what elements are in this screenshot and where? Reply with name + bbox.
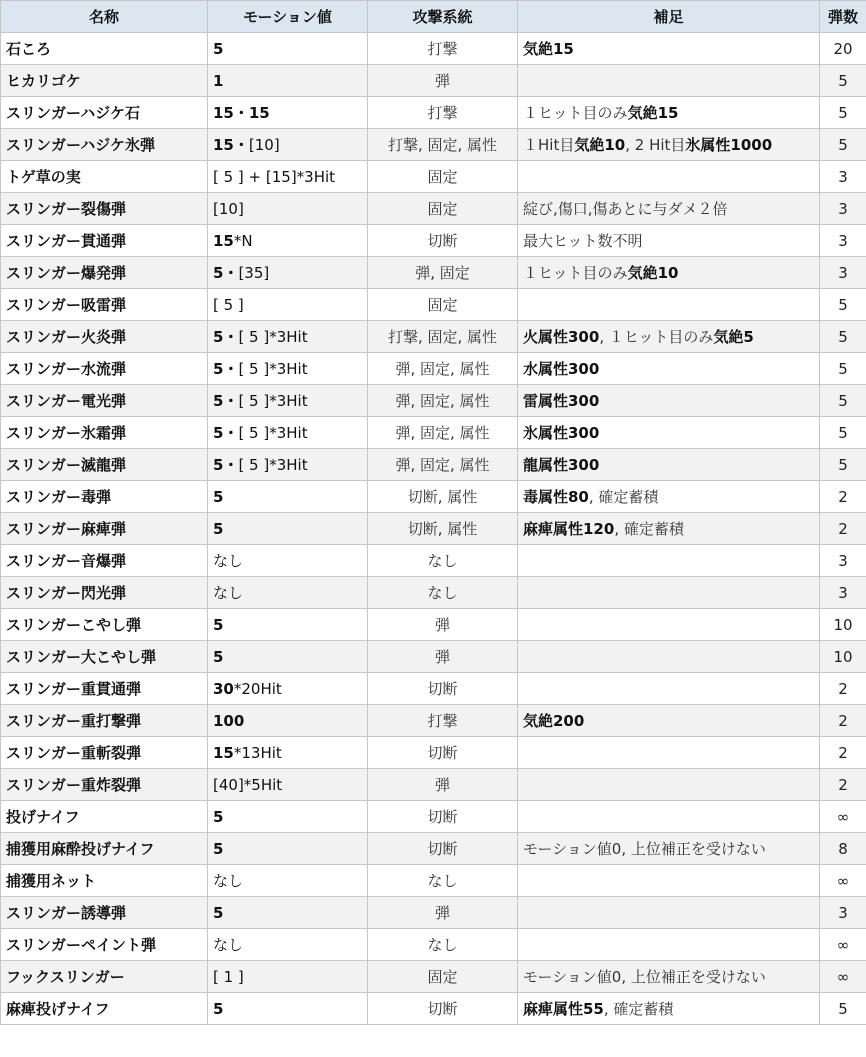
cell-name: スリンガーペイント弾: [1, 929, 208, 961]
cell-ammo-count: ∞: [820, 929, 866, 961]
table-row: [1, 993, 866, 1025]
cell-motion-value: [208, 641, 368, 673]
cell-attack-type: 切断, 属性: [368, 481, 518, 513]
text-segment: 100: [213, 711, 245, 730]
cell-note: [518, 737, 820, 769]
cell-note: [518, 481, 820, 513]
cell-motion-value: [208, 513, 368, 545]
cell-motion-value: [208, 385, 368, 417]
cell-ammo-count: 10: [820, 641, 866, 673]
cell-note: [518, 257, 820, 289]
cell-motion-value: [208, 609, 368, 641]
cell-note: [518, 193, 820, 225]
cell-note: [518, 577, 820, 609]
text-segment: , 2 Hit目: [625, 136, 686, 154]
cell-name: スリンガー音爆弾: [1, 545, 208, 577]
cell-ammo-count: ∞: [820, 865, 866, 897]
table-row: [1, 801, 866, 833]
text-segment: 30: [213, 679, 234, 698]
text-segment: 15・: [213, 136, 249, 154]
text-segment: 15・15: [213, 104, 270, 122]
header-row: [1, 1, 866, 33]
table-row: [1, 545, 866, 577]
cell-motion-value: [208, 769, 368, 801]
text-segment: 5: [213, 39, 224, 58]
cell-name: スリンガーハジケ石: [1, 97, 208, 129]
table-row: [1, 417, 866, 449]
cell-attack-type: 弾, 固定, 属性: [368, 417, 518, 449]
table-row: [1, 449, 866, 481]
text-segment: 綻び,傷口,傷あとに与ダメ２倍: [523, 200, 728, 218]
text-segment: [ 5 ]*3Hit: [238, 456, 308, 474]
cell-motion-value: [208, 577, 368, 609]
text-segment: [ 5 ]*3Hit: [238, 360, 308, 378]
text-segment: 気絶15: [523, 40, 574, 58]
cell-name: 石ころ: [1, 33, 208, 65]
text-segment: 5・: [213, 424, 239, 442]
table-row: [1, 353, 866, 385]
cell-name: スリンガー電光弾: [1, 385, 208, 417]
cell-ammo-count: 5: [820, 417, 866, 449]
cell-note: [518, 865, 820, 897]
text-segment: １ヒット目のみ: [523, 104, 628, 122]
text-segment: 5: [213, 839, 224, 858]
text-segment: [35]: [238, 264, 270, 282]
cell-ammo-count: 5: [820, 321, 866, 353]
cell-name: スリンガー火炎弾: [1, 321, 208, 353]
table-row: [1, 609, 866, 641]
table-row: [1, 673, 866, 705]
cell-attack-type: 打撃: [368, 97, 518, 129]
cell-motion-value: [208, 993, 368, 1025]
cell-ammo-count: 2: [820, 673, 866, 705]
text-segment: 雷属性300: [523, 392, 600, 410]
table-row: [1, 161, 866, 193]
text-segment: 氷属性300: [523, 424, 600, 442]
cell-ammo-count: 5: [820, 993, 866, 1025]
text-segment: *13Hit: [233, 743, 282, 762]
table-row: [1, 289, 866, 321]
cell-attack-type: 弾, 固定, 属性: [368, 449, 518, 481]
cell-attack-type: 打撃: [368, 705, 518, 737]
cell-ammo-count: 5: [820, 289, 866, 321]
text-segment: 麻痺属性120: [523, 520, 615, 538]
text-segment: 気絶10: [627, 264, 679, 282]
text-segment: 15: [213, 743, 234, 762]
cell-note: [518, 833, 820, 865]
table-row: [1, 961, 866, 993]
table-row: [1, 577, 866, 609]
cell-motion-value: [208, 193, 368, 225]
cell-note: [518, 929, 820, 961]
cell-name: スリンガーこやし弾: [1, 609, 208, 641]
text-segment: なし: [213, 552, 244, 570]
cell-name: スリンガー大こやし弾: [1, 641, 208, 673]
cell-name: 麻痺投げナイフ: [1, 993, 208, 1025]
table-row: [1, 193, 866, 225]
cell-motion-value: [208, 833, 368, 865]
cell-attack-type: なし: [368, 577, 518, 609]
cell-ammo-count: 5: [820, 353, 866, 385]
cell-ammo-count: 20: [820, 33, 866, 65]
cell-note: [518, 289, 820, 321]
cell-note: [518, 161, 820, 193]
text-segment: 気絶10: [574, 136, 626, 154]
cell-name: スリンガー重炸裂弾: [1, 769, 208, 801]
cell-note: [518, 673, 820, 705]
cell-note: [518, 385, 820, 417]
table-row: [1, 33, 866, 65]
text-segment: , 確定蓄積: [588, 488, 659, 506]
cell-attack-type: 切断: [368, 801, 518, 833]
cell-attack-type: 固定: [368, 961, 518, 993]
cell-note: [518, 417, 820, 449]
cell-ammo-count: ∞: [820, 801, 866, 833]
cell-motion-value: [208, 289, 368, 321]
cell-note: [518, 545, 820, 577]
text-segment: [ 1 ]: [213, 967, 244, 986]
text-segment: 5: [213, 807, 224, 826]
text-segment: 5: [213, 647, 224, 666]
cell-motion-value: [208, 673, 368, 705]
cell-attack-type: 固定: [368, 289, 518, 321]
text-segment: 5・: [213, 392, 239, 410]
cell-note: [518, 449, 820, 481]
cell-attack-type: なし: [368, 929, 518, 961]
text-segment: [ 5 ] + [15]*3Hit: [213, 167, 336, 186]
cell-note: [518, 353, 820, 385]
cell-motion-value: [208, 705, 368, 737]
table-row: [1, 481, 866, 513]
cell-motion-value: [208, 865, 368, 897]
header-motion: モーション値: [208, 1, 368, 33]
text-segment: 5: [213, 999, 224, 1018]
table-row: [1, 513, 866, 545]
cell-name: スリンガー麻痺弾: [1, 513, 208, 545]
cell-attack-type: 弾: [368, 897, 518, 929]
cell-motion-value: [208, 801, 368, 833]
text-segment: *20Hit: [233, 679, 282, 698]
text-segment: [ 5 ]*3Hit: [238, 424, 308, 442]
text-segment: 氷属性1000: [685, 136, 773, 154]
cell-motion-value: [208, 897, 368, 929]
cell-name: フックスリンガー: [1, 961, 208, 993]
text-segment: [10]: [213, 199, 244, 218]
table-row: [1, 865, 866, 897]
text-segment: [ 5 ]: [213, 295, 244, 314]
cell-motion-value: [208, 129, 368, 161]
cell-ammo-count: 3: [820, 545, 866, 577]
cell-motion-value: [208, 161, 368, 193]
table-row: [1, 257, 866, 289]
cell-motion-value: [208, 417, 368, 449]
table-row: [1, 129, 866, 161]
cell-ammo-count: 5: [820, 97, 866, 129]
text-segment: 5: [213, 519, 224, 538]
cell-attack-type: 打撃, 固定, 属性: [368, 129, 518, 161]
table-row: [1, 833, 866, 865]
cell-note: [518, 65, 820, 97]
cell-name: 捕獲用麻酔投げナイフ: [1, 833, 208, 865]
cell-attack-type: 弾, 固定, 属性: [368, 353, 518, 385]
cell-name: スリンガー重打撃弾: [1, 705, 208, 737]
cell-motion-value: [208, 33, 368, 65]
header-ammo: 弾数: [820, 1, 866, 33]
cell-ammo-count: 5: [820, 385, 866, 417]
cell-attack-type: 切断: [368, 833, 518, 865]
text-segment: 水属性300: [523, 360, 600, 378]
cell-note: [518, 993, 820, 1025]
cell-note: [518, 705, 820, 737]
cell-attack-type: 切断: [368, 673, 518, 705]
cell-attack-type: なし: [368, 865, 518, 897]
text-segment: 5: [213, 615, 224, 634]
text-segment: なし: [213, 936, 244, 954]
text-segment: 最大ヒット数不明: [523, 232, 643, 250]
text-segment: 気絶15: [627, 104, 679, 122]
cell-attack-type: 切断: [368, 225, 518, 257]
text-segment: [10]: [248, 136, 280, 154]
cell-ammo-count: 3: [820, 897, 866, 929]
cell-name: 投げナイフ: [1, 801, 208, 833]
cell-ammo-count: ∞: [820, 961, 866, 993]
text-segment: モーション値0, 上位補正を受けない: [523, 968, 766, 986]
table-row: [1, 769, 866, 801]
cell-ammo-count: 2: [820, 481, 866, 513]
cell-motion-value: [208, 961, 368, 993]
text-segment: １Hit目: [523, 136, 575, 154]
cell-attack-type: 弾: [368, 769, 518, 801]
text-segment: *5Hit: [243, 775, 283, 794]
text-segment: 5・: [213, 328, 239, 346]
text-segment: 気絶5: [713, 328, 754, 346]
cell-note: [518, 801, 820, 833]
cell-note: [518, 609, 820, 641]
cell-attack-type: 打撃, 固定, 属性: [368, 321, 518, 353]
cell-name: トゲ草の実: [1, 161, 208, 193]
cell-motion-value: [208, 449, 368, 481]
text-segment: １ヒット目のみ: [523, 264, 628, 282]
cell-ammo-count: 3: [820, 225, 866, 257]
text-segment: モーション値0, 上位補正を受けない: [523, 840, 766, 858]
cell-attack-type: 切断: [368, 993, 518, 1025]
cell-name: スリンガー滅龍弾: [1, 449, 208, 481]
text-segment: , １ヒット目のみ: [599, 328, 714, 346]
cell-motion-value: [208, 481, 368, 513]
table-row: [1, 929, 866, 961]
cell-name: 捕獲用ネット: [1, 865, 208, 897]
cell-note: [518, 33, 820, 65]
cell-note: [518, 961, 820, 993]
cell-motion-value: [208, 65, 368, 97]
text-segment: [ 5 ]*3Hit: [238, 392, 308, 410]
cell-name: スリンガー重斬裂弾: [1, 737, 208, 769]
cell-attack-type: 切断: [368, 737, 518, 769]
table-row: [1, 321, 866, 353]
cell-attack-type: 切断, 属性: [368, 513, 518, 545]
cell-motion-value: [208, 225, 368, 257]
text-segment: [ 5 ]*3Hit: [238, 328, 308, 346]
text-segment: 5: [213, 487, 224, 506]
cell-name: スリンガー吸雷弾: [1, 289, 208, 321]
cell-name: スリンガーハジケ氷弾: [1, 129, 208, 161]
header-note: 補足: [518, 1, 820, 33]
text-segment: 火属性300: [523, 328, 600, 346]
text-segment: , 確定蓄積: [614, 520, 684, 538]
cell-name: スリンガー毒弾: [1, 481, 208, 513]
cell-ammo-count: 2: [820, 737, 866, 769]
table-row: [1, 97, 866, 129]
cell-note: [518, 225, 820, 257]
cell-ammo-count: 10: [820, 609, 866, 641]
cell-name: スリンガー水流弾: [1, 353, 208, 385]
cell-ammo-count: 5: [820, 129, 866, 161]
cell-ammo-count: 2: [820, 769, 866, 801]
cell-motion-value: [208, 321, 368, 353]
cell-attack-type: なし: [368, 545, 518, 577]
cell-note: [518, 129, 820, 161]
cell-motion-value: [208, 929, 368, 961]
cell-ammo-count: 3: [820, 577, 866, 609]
text-segment: [40]: [213, 775, 244, 794]
cell-ammo-count: 2: [820, 705, 866, 737]
cell-attack-type: 固定: [368, 193, 518, 225]
cell-name: スリンガー貫通弾: [1, 225, 208, 257]
cell-ammo-count: 5: [820, 449, 866, 481]
text-segment: 5・: [213, 456, 239, 474]
text-segment: 15: [213, 231, 234, 250]
cell-name: スリンガー重貫通弾: [1, 673, 208, 705]
text-segment: 麻痺属性55: [523, 1000, 604, 1018]
text-segment: 5: [213, 903, 224, 922]
cell-note: [518, 897, 820, 929]
text-segment: 5・: [213, 264, 239, 282]
cell-name: スリンガー閃光弾: [1, 577, 208, 609]
cell-attack-type: 弾, 固定, 属性: [368, 385, 518, 417]
cell-motion-value: [208, 737, 368, 769]
text-segment: 5・: [213, 360, 239, 378]
cell-note: [518, 321, 820, 353]
cell-motion-value: [208, 353, 368, 385]
text-segment: , 確定蓄積: [603, 1000, 674, 1018]
cell-attack-type: 固定: [368, 161, 518, 193]
table-row: [1, 737, 866, 769]
cell-attack-type: 弾, 固定: [368, 257, 518, 289]
cell-motion-value: [208, 257, 368, 289]
table-row: [1, 385, 866, 417]
cell-note: [518, 97, 820, 129]
table-row: [1, 897, 866, 929]
table-body: [1, 33, 866, 1025]
cell-ammo-count: 5: [820, 65, 866, 97]
cell-ammo-count: 8: [820, 833, 866, 865]
cell-note: [518, 769, 820, 801]
text-segment: 1: [213, 71, 224, 90]
text-segment: 気絶200: [523, 712, 585, 730]
cell-motion-value: [208, 97, 368, 129]
table-row: [1, 225, 866, 257]
cell-note: [518, 513, 820, 545]
table-row: [1, 65, 866, 97]
text-segment: なし: [213, 872, 244, 890]
cell-attack-type: 弾: [368, 641, 518, 673]
text-segment: *N: [233, 231, 253, 250]
cell-ammo-count: 3: [820, 161, 866, 193]
cell-attack-type: 弾: [368, 65, 518, 97]
cell-name: スリンガー裂傷弾: [1, 193, 208, 225]
cell-motion-value: [208, 545, 368, 577]
cell-name: スリンガー誘導弾: [1, 897, 208, 929]
cell-name: スリンガー氷霜弾: [1, 417, 208, 449]
header-name: 名称: [1, 1, 208, 33]
cell-ammo-count: 3: [820, 193, 866, 225]
cell-attack-type: 弾: [368, 609, 518, 641]
header-type: 攻撃系統: [368, 1, 518, 33]
text-segment: 毒属性80: [523, 488, 589, 506]
cell-note: [518, 641, 820, 673]
text-segment: 龍属性300: [523, 456, 600, 474]
cell-ammo-count: 2: [820, 513, 866, 545]
table-row: [1, 641, 866, 673]
table-row: [1, 705, 866, 737]
cell-attack-type: 打撃: [368, 33, 518, 65]
cell-ammo-count: 3: [820, 257, 866, 289]
cell-name: スリンガー爆発弾: [1, 257, 208, 289]
cell-name: ヒカリゴケ: [1, 65, 208, 97]
text-segment: なし: [213, 584, 244, 602]
